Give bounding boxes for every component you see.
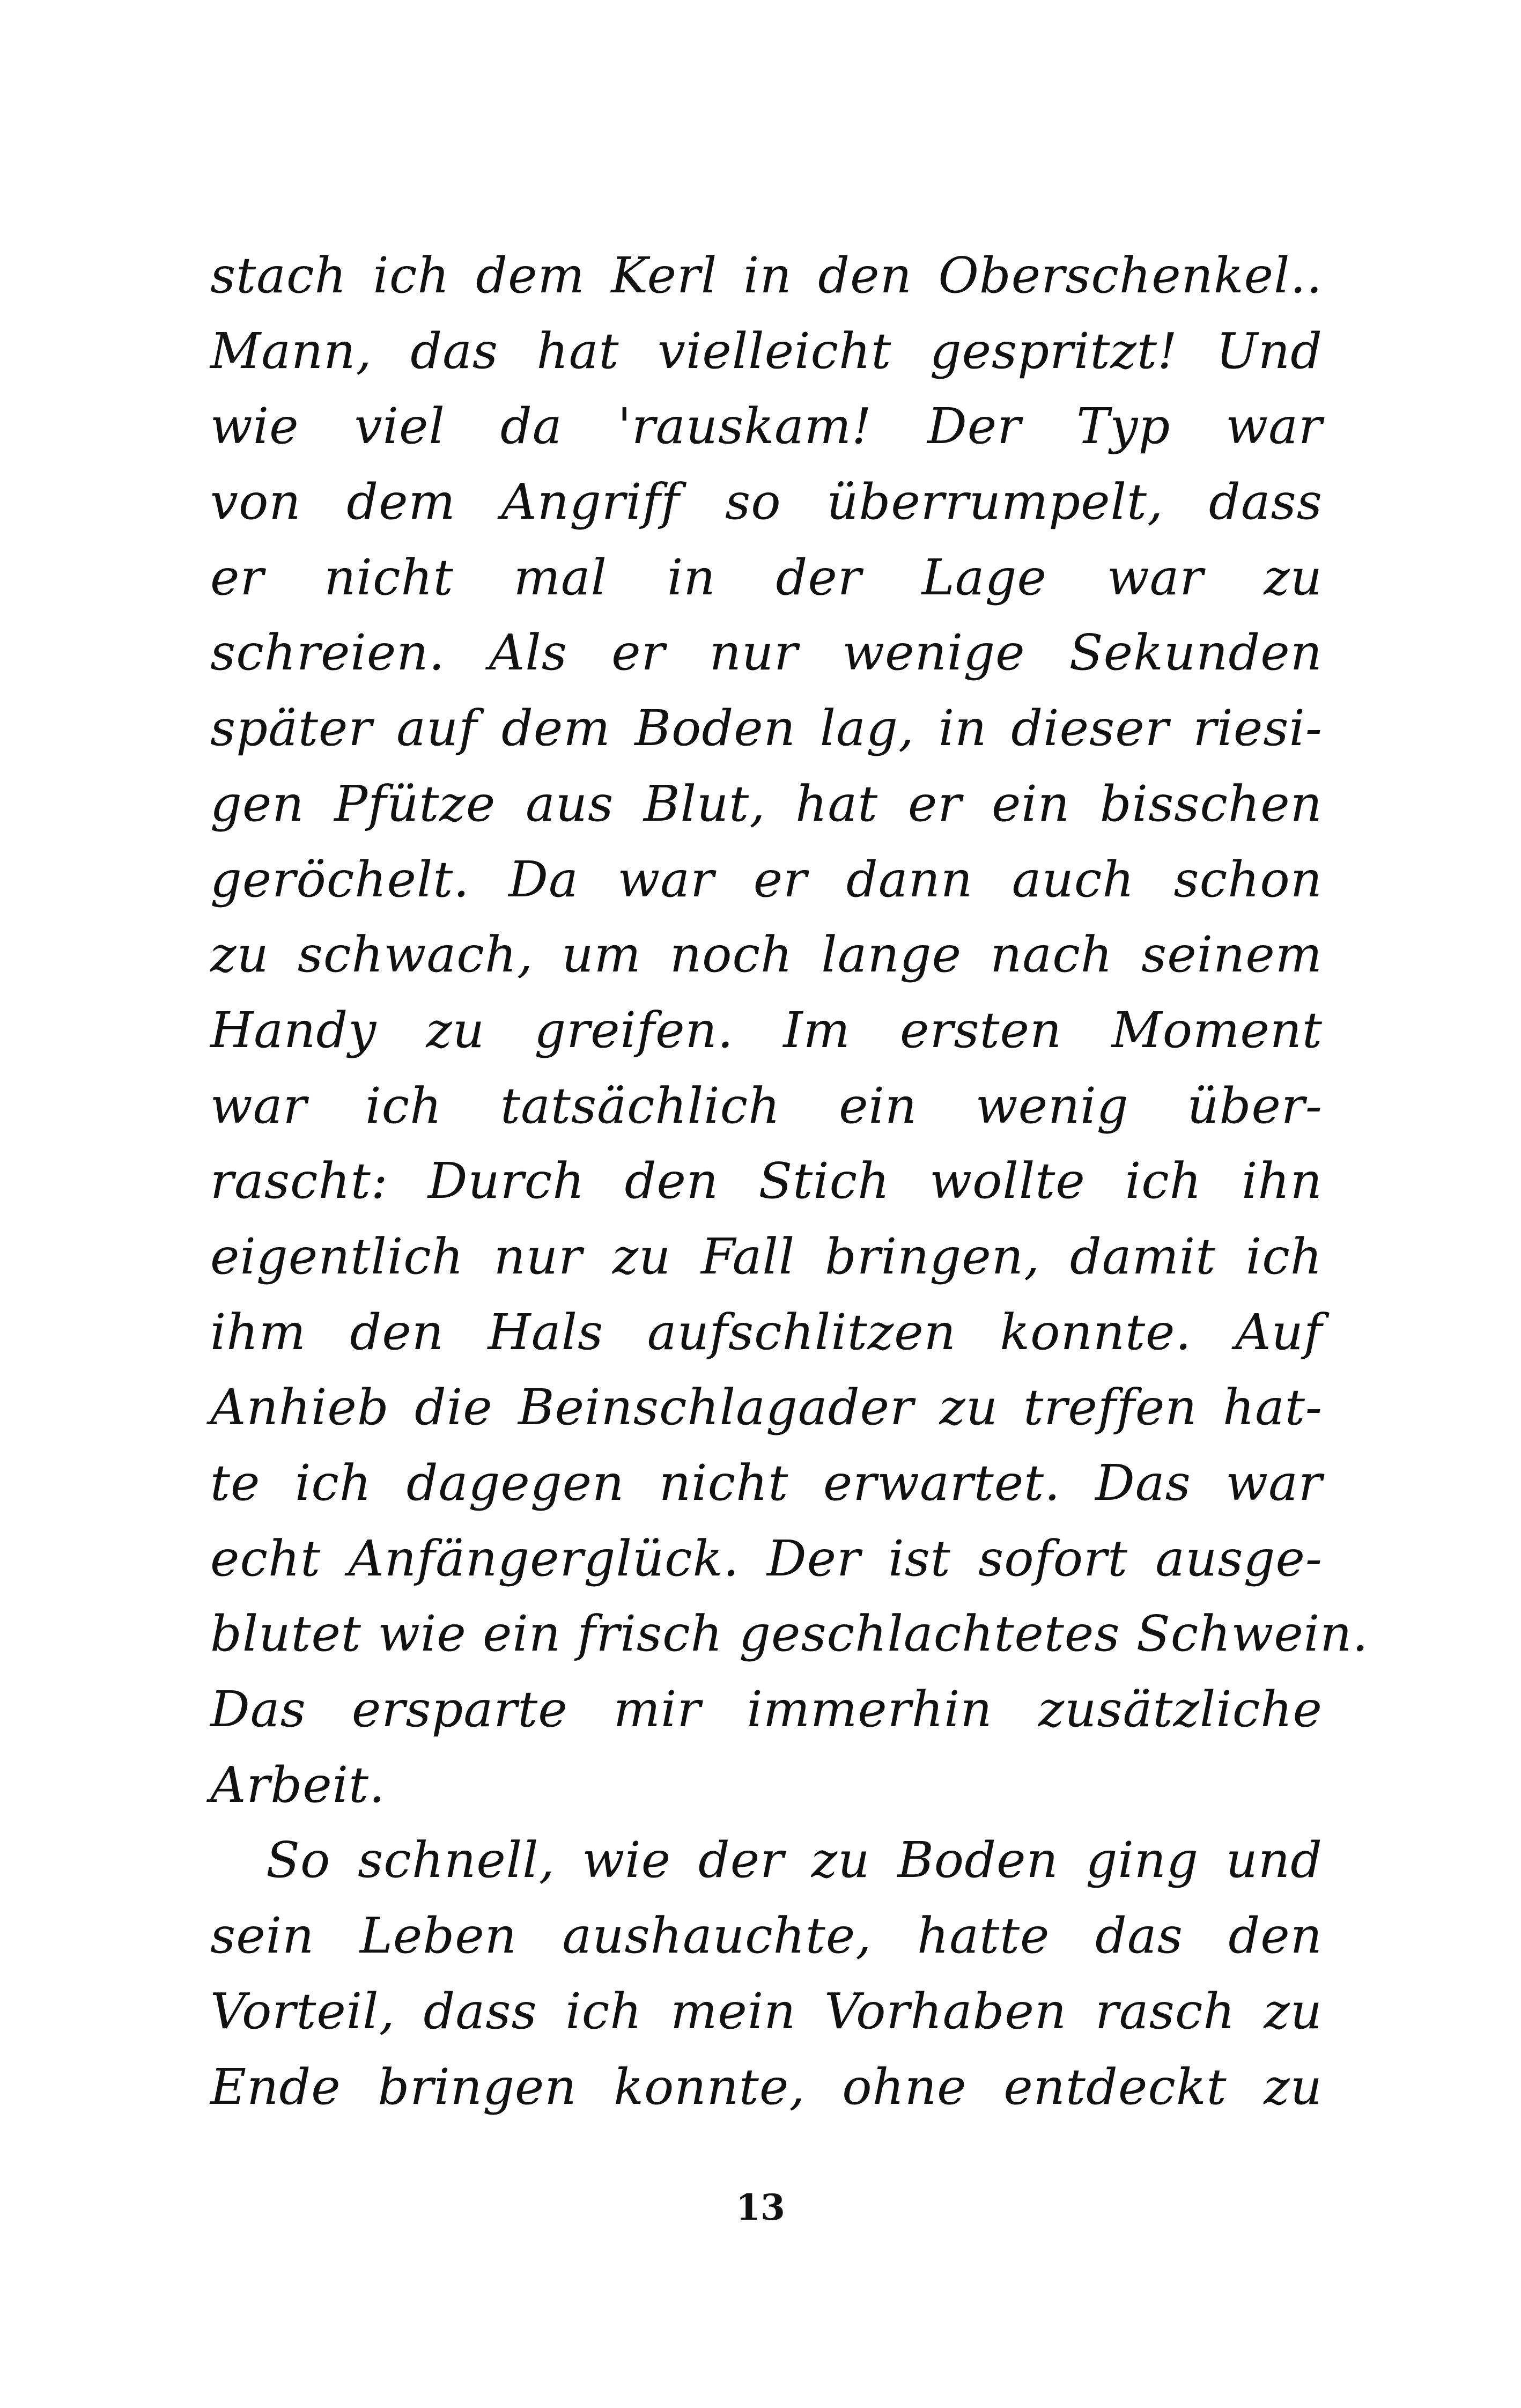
- text-line: Ende bringen konnte, ohne entdeckt zu: [210, 2058, 1323, 2116]
- text-line: eigentlich nur zu Fall bringen, damit ich: [210, 1227, 1323, 1285]
- text-line: Anhieb die Beinschlagader zu treffen hat-: [210, 1379, 1323, 1437]
- page-number: 13: [736, 2186, 785, 2228]
- text-line: Handy zu greifen. Im ersten Moment: [210, 1001, 1323, 1059]
- text-line: echt Anfängerglück. Der ist sofort ausge-: [210, 1529, 1323, 1587]
- text-line: Mann, das hat vielleicht gespritzt! Und: [210, 322, 1323, 380]
- text-line: te ich dagegen nicht erwartet. Das war: [210, 1454, 1323, 1512]
- text-line: sein Leben aushauchte, hatte das den: [210, 1907, 1323, 1965]
- text-line: So schnell, wie der zu Boden ging und: [266, 1831, 1323, 1889]
- text-line: stach ich dem Kerl in den Oberschenkel..: [210, 247, 1323, 304]
- body-text: [210, 238, 1369, 2125]
- text-line: ihm den Hals aufschlitzen konnte. Auf: [210, 1303, 1323, 1361]
- text-line: später auf dem Boden lag, in dieser riesi-: [210, 699, 1323, 757]
- text-line: wie viel da 'rauskam! Der Typ war: [210, 397, 1323, 455]
- text-line: geröchelt. Da war er dann auch schon: [210, 850, 1323, 908]
- text-line: zu schwach, um noch lange nach seinem: [210, 926, 1323, 984]
- text-line: schreien. Als er nur wenige Sekunden: [210, 624, 1323, 682]
- text-line: er nicht mal in der Lage war zu: [210, 548, 1323, 606]
- text-line: war ich tatsächlich ein wenig über-: [210, 1077, 1323, 1135]
- text-line: Das ersparte mir immerhin zusätzliche: [210, 1681, 1323, 1739]
- text-line: Vorteil, dass ich mein Vorhaben rasch zu: [210, 1982, 1323, 2040]
- text-line: gen Pfütze aus Blut, hat er ein bisschen: [210, 775, 1323, 833]
- text-line: Arbeit.: [210, 1756, 386, 1814]
- text-line: blutet wie ein frisch geschlachtetes Schwein.: [210, 1605, 1369, 1663]
- text-line: rascht: Durch den Stich wollte ich ihn: [210, 1152, 1323, 1210]
- text-line: von dem Angriff so überrumpelt, dass: [210, 473, 1323, 531]
